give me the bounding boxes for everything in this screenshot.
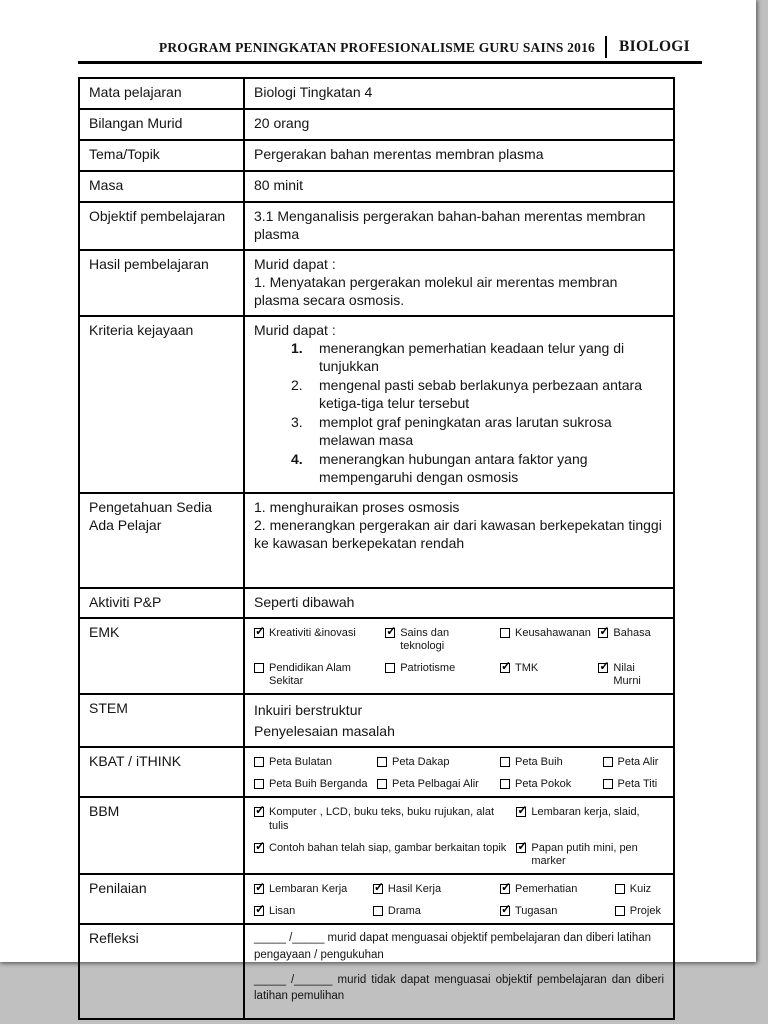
row-value <box>244 694 674 747</box>
checkbox-label: Patriotisme <box>400 661 456 674</box>
checkbox-option[interactable] <box>254 662 385 688</box>
checkbox-icon[interactable] <box>615 906 625 916</box>
checkbox-icon[interactable] <box>254 628 264 638</box>
checkbox-label: Tugasan <box>514 905 558 918</box>
row-value <box>244 874 674 924</box>
row-aktiviti <box>79 588 674 618</box>
bbm-checkbox-grid <box>254 803 664 868</box>
checkbox-option[interactable] <box>500 662 598 688</box>
pengetahuan-line: 2. menerangkan pergerakan air dari kawasan berkepekatan tinggi ke kawasan berkepekatan rendah <box>254 516 662 551</box>
list-item <box>291 451 660 487</box>
row-mata-pelajaran <box>79 78 674 109</box>
kbat-checkbox-grid <box>254 753 664 791</box>
row-bbm <box>79 797 674 874</box>
checkbox-option[interactable] <box>254 883 373 896</box>
penilaian-checkbox-grid <box>254 880 664 918</box>
row-label: Refleksi <box>79 924 244 1018</box>
checkbox-icon[interactable] <box>377 757 387 767</box>
checkbox-icon[interactable] <box>598 663 608 673</box>
row-label: Masa <box>79 171 244 202</box>
checkbox-option[interactable] <box>385 662 500 688</box>
list-number: 3. <box>291 414 303 431</box>
checkbox-icon[interactable] <box>254 843 264 853</box>
checkbox-label: Peta Buih <box>515 755 563 768</box>
list-item <box>291 377 660 413</box>
checkbox-option[interactable] <box>254 756 377 769</box>
row-value <box>244 924 674 1018</box>
checkbox-label: Kreativiti &inovasi <box>269 626 356 639</box>
checkbox-option[interactable] <box>598 662 664 688</box>
checkbox-icon[interactable] <box>603 779 613 789</box>
checkbox-option[interactable] <box>373 905 500 918</box>
row-label: Bilangan Murid <box>79 109 244 140</box>
row-objektif <box>79 202 674 250</box>
refleksi-line: _____ /_____ murid dapat menguasai objektif pembelajaran dan diberi latihan pengayaan / pengukuhan <box>254 932 652 961</box>
checkbox-label: Peta Pelbagai Alir <box>392 778 479 791</box>
checkbox-option[interactable] <box>254 905 373 918</box>
checkbox-icon[interactable] <box>500 663 510 673</box>
checkbox-icon[interactable] <box>500 779 510 789</box>
checkbox-icon[interactable] <box>598 628 608 638</box>
checkbox-label: Sains dan teknologi <box>400 626 450 652</box>
checkbox-icon[interactable] <box>373 906 383 916</box>
list-item <box>291 414 660 450</box>
checkbox-icon[interactable] <box>615 884 625 894</box>
document-header <box>78 36 702 64</box>
checkbox-option[interactable] <box>377 778 500 791</box>
stem-line: Inkuiri berstruktur <box>254 702 363 719</box>
checkbox-icon[interactable] <box>254 779 264 789</box>
row-label: Tema/Topik <box>79 140 244 171</box>
checkbox-label: Peta Dakap <box>392 755 450 768</box>
kriteria-intro: Murid dapat : <box>254 321 336 338</box>
list-number: 1. <box>291 340 303 357</box>
row-value: Biologi Tingkatan 4 <box>244 78 674 109</box>
row-bilangan-murid <box>79 109 674 140</box>
lesson-plan-table <box>78 77 675 1020</box>
checkbox-option[interactable] <box>500 756 603 769</box>
checkbox-option[interactable] <box>254 842 516 868</box>
row-stem <box>79 694 674 747</box>
checkbox-label: Bahasa <box>613 626 651 639</box>
checkbox-icon[interactable] <box>254 906 264 916</box>
checkbox-label: Peta Pokok <box>515 778 572 791</box>
hasil-line: 1. Menyatakan pergerakan molekul air merentas membran plasma secara osmosis. <box>254 273 618 308</box>
checkbox-icon[interactable] <box>377 779 387 789</box>
checkbox-label: Nilai Murni <box>613 661 641 688</box>
stem-line: Penyelesaian masalah <box>254 722 395 739</box>
header-badge: BIOLOGI <box>605 36 702 58</box>
row-value <box>244 618 674 695</box>
row-penilaian <box>79 874 674 924</box>
list-text: mengenal pasti sebab berlakunya perbezaan antara ketiga-tiga telur tersebut <box>319 377 643 412</box>
checkbox-label: Papan putih mini, pen marker <box>531 841 638 867</box>
row-value <box>244 747 674 797</box>
row-tema-topik <box>79 140 674 171</box>
row-hasil <box>79 250 674 316</box>
checkbox-option[interactable] <box>500 778 603 791</box>
row-pengetahuan <box>79 493 674 588</box>
list-text: menerangkan pemerhatian keadaan telur yang di tunjukkan <box>319 340 625 375</box>
row-label: Aktiviti P&P <box>79 588 244 618</box>
row-value <box>244 493 674 588</box>
checkbox-icon[interactable] <box>254 757 264 767</box>
row-label: EMK <box>79 618 244 695</box>
checkbox-option[interactable] <box>603 778 665 791</box>
checkbox-icon[interactable] <box>603 757 613 767</box>
row-value <box>244 250 674 316</box>
checkbox-label: Pemerhatian <box>514 883 578 896</box>
list-item <box>291 340 660 376</box>
checkbox-icon[interactable] <box>516 807 526 817</box>
checkbox-label: Peta Buih Berganda <box>269 778 368 791</box>
checkbox-icon[interactable] <box>254 663 264 673</box>
row-refleksi <box>79 924 674 1018</box>
checkbox-label: Peta Titi <box>617 778 658 791</box>
checkbox-label: Komputer , LCD, buku teks, buku rujukan, alat tulis <box>269 806 495 832</box>
checkbox-option[interactable] <box>603 756 665 769</box>
checkbox-label: Drama <box>387 905 421 918</box>
checkbox-icon[interactable] <box>254 807 264 817</box>
checkbox-option[interactable] <box>598 627 664 653</box>
row-label: Penilaian <box>79 874 244 924</box>
row-masa <box>79 171 674 202</box>
checkbox-icon[interactable] <box>500 628 510 638</box>
hasil-line: Murid dapat : <box>254 255 336 272</box>
checkbox-label: Lembaran Kerja <box>269 883 348 896</box>
checkbox-option[interactable] <box>516 842 664 868</box>
checkbox-option[interactable] <box>500 627 598 653</box>
row-value: Seperti dibawah <box>244 588 674 618</box>
checkbox-label: Pendidikan Alam Sekitar <box>269 661 351 688</box>
row-kriteria <box>79 316 674 493</box>
row-value: 3.1 Menganalisis pergerakan bahan-bahan merentas membran plasma <box>244 202 674 250</box>
checkbox-label: Lisan <box>269 905 296 918</box>
checkbox-option[interactable] <box>373 883 500 896</box>
checkbox-label: Lembaran kerja, slaid, <box>531 806 640 819</box>
row-value: 20 orang <box>244 109 674 140</box>
checkbox-label: Peta Alir <box>617 755 659 768</box>
checkbox-option[interactable] <box>500 905 615 918</box>
row-label: STEM <box>79 694 244 747</box>
checkbox-option[interactable] <box>377 756 500 769</box>
row-label: KBAT / iTHINK <box>79 747 244 797</box>
row-value: 80 minit <box>244 171 674 202</box>
checkbox-label: Contoh bahan telah siap, gambar berkaitan topik <box>269 841 507 854</box>
checkbox-option[interactable] <box>254 627 385 653</box>
checkbox-option[interactable] <box>385 627 500 653</box>
list-number: 4. <box>291 450 303 467</box>
checkbox-label: Projek <box>629 905 661 918</box>
checkbox-icon[interactable] <box>373 884 383 894</box>
emk-checkbox-grid <box>254 624 664 689</box>
checkbox-icon[interactable] <box>500 884 510 894</box>
list-number: 2. <box>291 377 303 394</box>
header-title: PROGRAM PENINGKATAN PROFESIONALISME GURU SAINS 2016 <box>158 40 595 55</box>
row-emk <box>79 618 674 695</box>
row-label: Hasil pembelajaran <box>79 250 244 316</box>
checkbox-icon[interactable] <box>516 843 526 853</box>
checkbox-label: Peta Bulatan <box>269 755 332 768</box>
list-text: menerangkan hubungan antara faktor yang mempengaruhi dengan osmosis <box>319 450 588 485</box>
checkbox-option[interactable] <box>254 806 516 832</box>
checkbox-icon[interactable] <box>500 757 510 767</box>
row-value: Pergerakan bahan merentas membran plasma <box>244 140 674 171</box>
checkbox-icon[interactable] <box>385 663 395 673</box>
refleksi-line: _____ /______ murid tidak dapat menguasai objektif pembelajaran dan diberi latihan pemulihan <box>254 973 664 1002</box>
checkbox-label: Kuiz <box>629 883 652 896</box>
checkbox-option[interactable] <box>615 883 664 896</box>
checkbox-label: Hasil Kerja <box>387 883 442 896</box>
row-kbat <box>79 747 674 797</box>
row-label: Objektif pembelajaran <box>79 202 244 250</box>
checkbox-label: Keusahawanan <box>514 626 591 639</box>
checkbox-option[interactable] <box>500 883 615 896</box>
checkbox-icon[interactable] <box>254 884 264 894</box>
row-label: Kriteria kejayaan <box>79 316 244 493</box>
pengetahuan-line: 1. menghuraikan proses osmosis <box>254 498 460 515</box>
checkbox-label: TMK <box>514 661 539 674</box>
row-label: Mata pelajaran <box>79 78 244 109</box>
checkbox-icon[interactable] <box>385 628 395 638</box>
row-label: BBM <box>79 797 244 874</box>
checkbox-option[interactable] <box>516 806 664 832</box>
checkbox-option[interactable] <box>615 905 664 918</box>
row-value <box>244 797 674 874</box>
row-value <box>244 316 674 493</box>
row-label: Pengetahuan Sedia Ada Pelajar <box>79 493 244 588</box>
checkbox-icon[interactable] <box>500 906 510 916</box>
list-text: memplot graf peningkatan aras larutan sukrosa melawan masa <box>319 414 612 448</box>
checkbox-option[interactable] <box>254 778 377 791</box>
